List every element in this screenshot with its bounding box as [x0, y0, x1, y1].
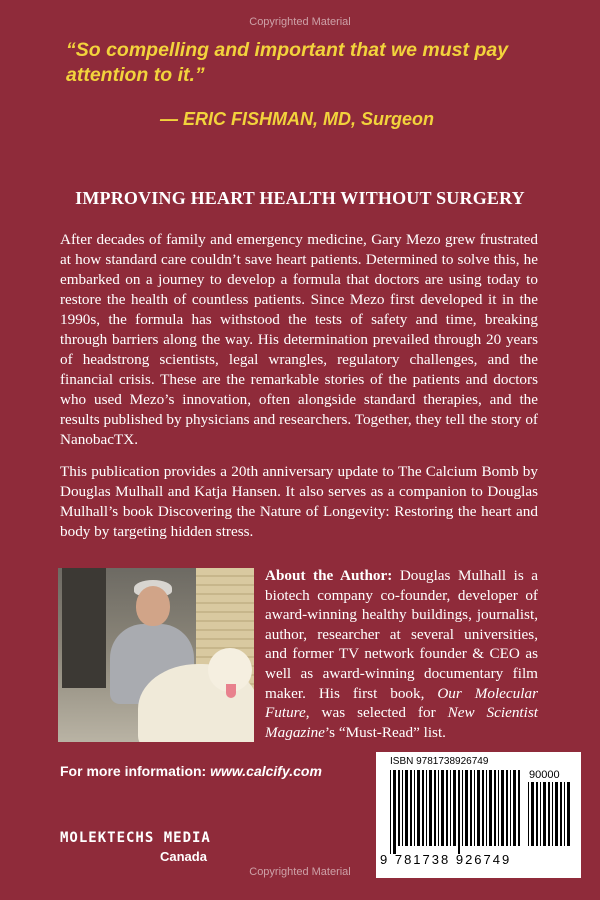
about-the-author — [265, 566, 538, 742]
more-info-label: For more information: — [60, 763, 211, 779]
about-text-3: ’s “Must-Read” list. — [324, 723, 446, 741]
isbn-barcode — [376, 752, 581, 878]
copyright-watermark-top: Copyrighted Material — [249, 16, 351, 28]
ean-digits: 9 781738 926749 — [380, 852, 512, 867]
first-book-title: Our Molecular Future — [265, 684, 538, 722]
magazine-title: New Scientist Magazine — [265, 704, 538, 741]
about-text-2: , was selected for — [305, 704, 448, 722]
author-photo — [58, 568, 254, 742]
publisher-logo: MOLEKTECHS MEDIA — [60, 830, 211, 846]
ean-barcode-bars — [390, 770, 524, 854]
more-info — [60, 763, 322, 779]
description-paragraph: After decades of family and emergency medicine, Gary Mezo grew frustrated at how standard care couldn’t save heart patients. Determined to solve this, he embarked on a journey to develop a formula that doctors are using today to restore the health of countless patients. Since Mezo first developed it in the 1990s, the formula has withstood the tests of safety and time, breaking through barriers along the way. His determination prevailed through 20 years of headstrong scientists, legal wrangles, regulatory challenges, and the financial crisis. These are the remarkable stories of the patients and doctors who used Mezo’s innovation, often alongside standard therapies, and the results published by physicians and researchers. Together, they tell the story of NanobacTX. — [60, 231, 538, 448]
about-label: About the Author: — [265, 567, 393, 584]
about-text: Douglas Mulhall is a biotech company co-founder, developer of award-winning healthy buildings, journalist, author, researcher at several universities, and former TV network founder & CEO as well as award-winning documentary film maker. His first book, — [265, 567, 538, 702]
companion-paragraph: This publication provides a 20th anniversary update to The Calcium Bomb by Douglas Mulhall and Katja Hansen. It also serves as a companion to Douglas Mulhall’s book Discovering the Nature of Longevity: Restoring the heart and body by targeting hidden stress. — [60, 463, 538, 540]
price-addon-code: 90000 — [529, 769, 560, 781]
headline: IMPROVING HEART HEALTH WITHOUT SURGERY — [75, 188, 525, 208]
website-link[interactable]: www.calcify.com — [210, 763, 322, 779]
endorsement-quote: “So compelling and important that we must pay attention to it.” — [66, 39, 509, 86]
publisher-country: Canada — [160, 849, 207, 864]
copyright-watermark-bottom: Copyrighted Material — [249, 866, 351, 878]
quote-attribution: — ERIC FISHMAN, MD, Surgeon — [160, 109, 434, 129]
addon-barcode-bars — [528, 782, 574, 854]
isbn-label: ISBN 9781738926749 — [390, 756, 489, 767]
